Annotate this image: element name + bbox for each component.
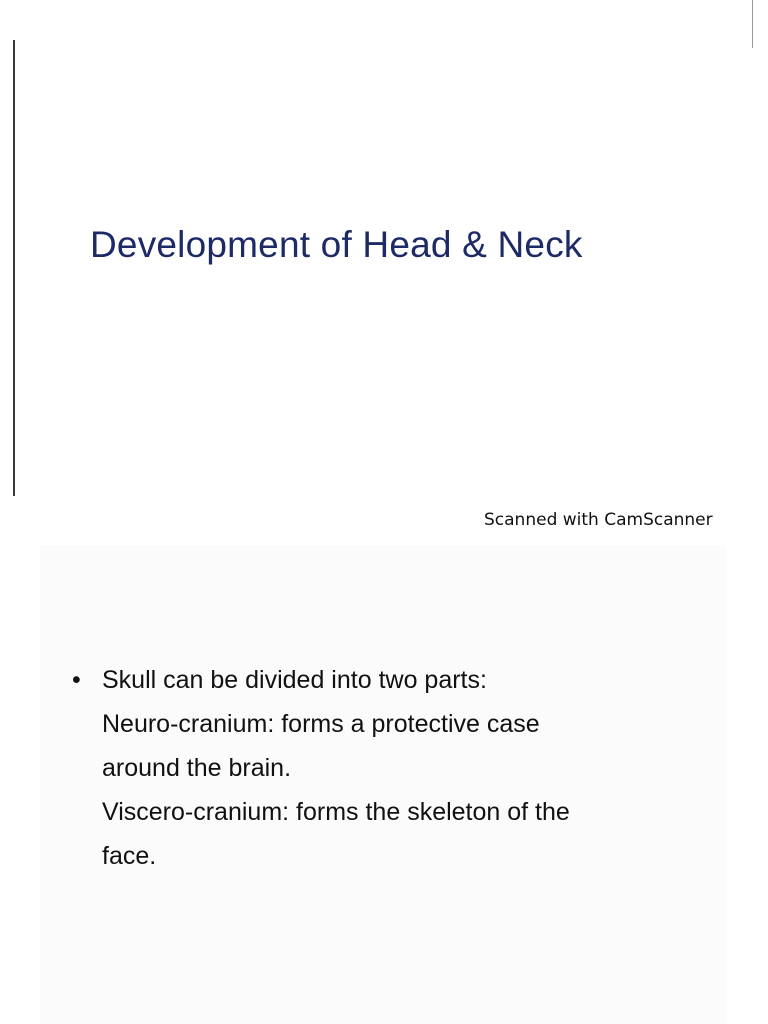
bullet-line-viscerocranium-cont: face. (102, 842, 157, 870)
slide-title: Development of Head & Neck (90, 224, 583, 265)
bullet-dot: • (72, 666, 81, 694)
bullet-line-neurocranium: Neuro-cranium: forms a protective case (102, 710, 540, 738)
title-slide (0, 0, 768, 500)
camscanner-watermark: Scanned with CamScanner (484, 510, 713, 530)
bullet-text (102, 658, 702, 878)
bullet-line-neurocranium-cont: around the brain. (102, 754, 292, 782)
slide-right-edge (752, 0, 753, 48)
slide-left-edge (13, 40, 15, 496)
bullet-line-viscerocranium: Viscero-cranium: forms the skeleton of the (102, 798, 570, 826)
bullet-line-intro: Skull can be divided into two parts: (102, 666, 487, 694)
